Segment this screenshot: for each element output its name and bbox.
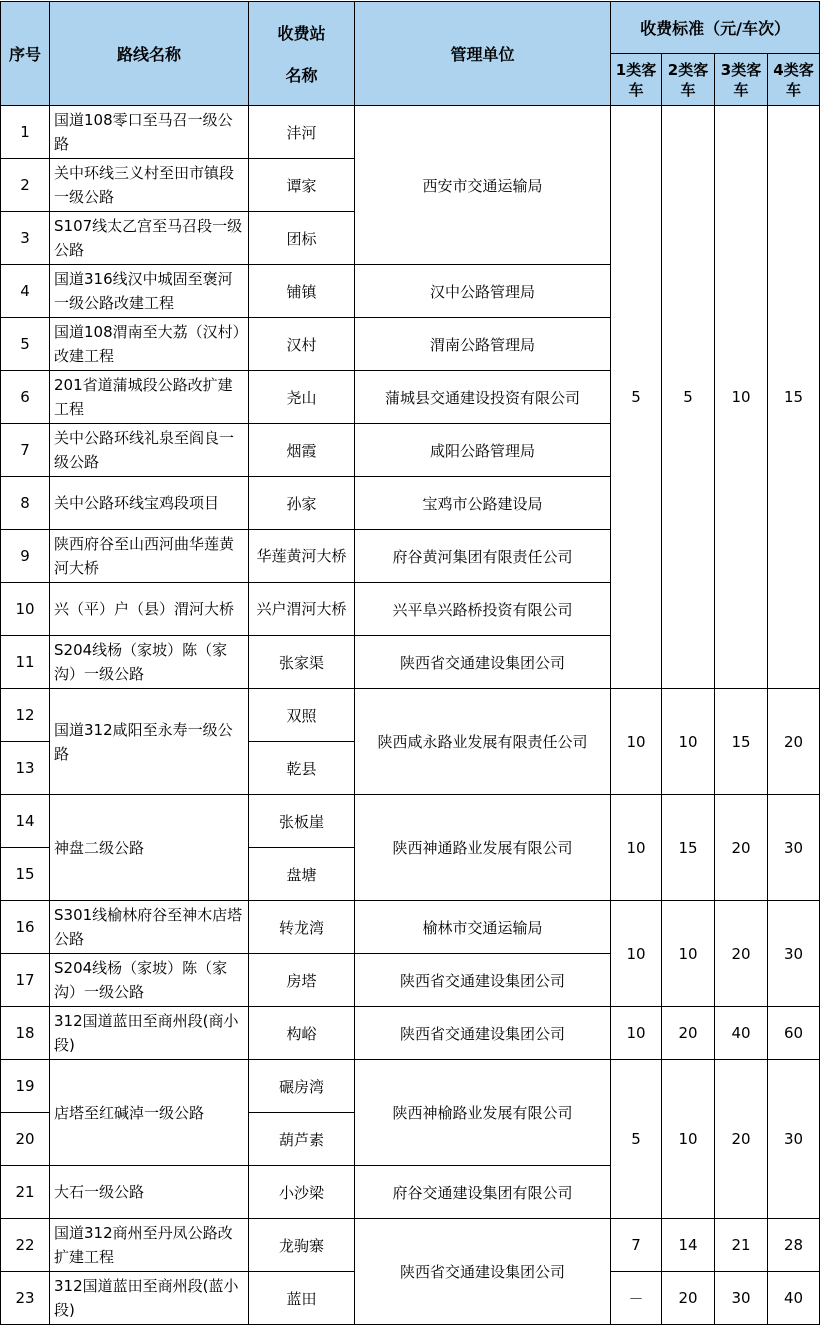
fee-class1-cell: － <box>611 1272 662 1325</box>
seq-cell: 2 <box>1 159 50 212</box>
fee-class1-cell: 5 <box>611 1060 662 1219</box>
fee-class3-cell: 20 <box>715 1060 768 1219</box>
seq-cell: 8 <box>1 477 50 530</box>
seq-cell: 1 <box>1 106 50 159</box>
fee-class3-cell: 21 <box>715 1219 768 1272</box>
seq-cell: 23 <box>1 1272 50 1325</box>
fee-class4-cell: 30 <box>768 795 820 901</box>
seq-cell: 3 <box>1 212 50 265</box>
fee-class4-cell: 28 <box>768 1219 820 1272</box>
fee-class2-cell: 20 <box>662 1272 715 1325</box>
seq-cell: 19 <box>1 1060 50 1113</box>
route-cell: S204线杨（家坡）陈（家沟）一级公路 <box>50 636 249 689</box>
route-cell: 国道316线汉中城固至褒河一级公路改建工程 <box>50 265 249 318</box>
seq-cell: 4 <box>1 265 50 318</box>
seq-cell: 10 <box>1 583 50 636</box>
seq-cell: 22 <box>1 1219 50 1272</box>
unit-cell: 宝鸡市公路建设局 <box>355 477 611 530</box>
route-cell: 国道108零口至马召一级公路 <box>50 106 249 159</box>
unit-cell: 陕西神通路业发展有限公司 <box>355 795 611 901</box>
seq-cell: 17 <box>1 954 50 1007</box>
seq-cell: 14 <box>1 795 50 848</box>
table-row <box>1 795 820 848</box>
fee-class2-cell: 5 <box>662 106 715 689</box>
fee-class1-cell: 10 <box>611 1007 662 1060</box>
station-cell: 华莲黄河大桥 <box>249 530 355 583</box>
seq-cell: 16 <box>1 901 50 954</box>
fee-class3-cell: 15 <box>715 689 768 795</box>
station-cell: 蓝田 <box>249 1272 355 1325</box>
unit-cell: 蒲城县交通建设投资有限公司 <box>355 371 611 424</box>
unit-cell: 陕西神榆路业发展有限公司 <box>355 1060 611 1166</box>
route-cell: 店塔至红碱淖一级公路 <box>50 1060 249 1166</box>
station-cell: 孙家 <box>249 477 355 530</box>
unit-cell: 陕西省交通建设集团公司 <box>355 954 611 1007</box>
station-cell: 兴户渭河大桥 <box>249 583 355 636</box>
unit-cell: 陕西省交通建设集团公司 <box>355 636 611 689</box>
fee-class3-cell: 10 <box>715 106 768 689</box>
station-cell: 谭家 <box>249 159 355 212</box>
fee-class2-cell: 10 <box>662 689 715 795</box>
route-cell: 312国道蓝田至商州段(蓝小段) <box>50 1272 249 1325</box>
fee-class2-cell: 20 <box>662 1007 715 1060</box>
route-cell: 201省道蒲城段公路改扩建工程 <box>50 371 249 424</box>
station-cell: 尧山 <box>249 371 355 424</box>
station-header: 收费站 名称 <box>249 2 355 106</box>
route-cell: 国道108渭南至大荔（汉村）改建工程 <box>50 318 249 371</box>
class1-header: 1类客车 <box>611 54 662 106</box>
fee-class2-cell: 14 <box>662 1219 715 1272</box>
toll-standards-table <box>0 1 820 1325</box>
fee-class4-cell: 20 <box>768 689 820 795</box>
fee-class3-cell: 40 <box>715 1007 768 1060</box>
fee-class2-cell: 10 <box>662 901 715 1007</box>
station-cell: 铺镇 <box>249 265 355 318</box>
route-cell: 关中环线三义村至田市镇段一级公路 <box>50 159 249 212</box>
route-cell: S107线太乙宫至马召段一级公路 <box>50 212 249 265</box>
seq-cell: 12 <box>1 689 50 742</box>
route-cell: 国道312商州至丹凤公路改扩建工程 <box>50 1219 249 1272</box>
fee-class1-cell: 7 <box>611 1219 662 1272</box>
unit-cell: 渭南公路管理局 <box>355 318 611 371</box>
station-cell: 沣河 <box>249 106 355 159</box>
seq-cell: 7 <box>1 424 50 477</box>
fee-class1-cell: 10 <box>611 795 662 901</box>
table-row <box>1 1219 820 1272</box>
fee-class4-cell: 30 <box>768 901 820 1007</box>
station-cell: 碾房湾 <box>249 1060 355 1113</box>
route-cell: 关中公路环线宝鸡段项目 <box>50 477 249 530</box>
station-cell: 烟霞 <box>249 424 355 477</box>
seq-cell: 5 <box>1 318 50 371</box>
seq-cell: 15 <box>1 848 50 901</box>
fee-class4-cell: 40 <box>768 1272 820 1325</box>
class3-header: 3类客车 <box>715 54 768 106</box>
unit-cell: 府谷黄河集团有限责任公司 <box>355 530 611 583</box>
route-cell: 大石一级公路 <box>50 1166 249 1219</box>
station-cell: 龙驹寨 <box>249 1219 355 1272</box>
table-row <box>1 901 820 954</box>
unit-cell: 兴平阜兴路桥投资有限公司 <box>355 583 611 636</box>
unit-cell: 榆林市交通运输局 <box>355 901 611 954</box>
class4-header: 4类客车 <box>768 54 820 106</box>
route-cell: 312国道蓝田至商州段(商小段) <box>50 1007 249 1060</box>
station-cell: 房塔 <box>249 954 355 1007</box>
seq-cell: 13 <box>1 742 50 795</box>
fee-class2-cell: 15 <box>662 795 715 901</box>
fee-class4-cell: 15 <box>768 106 820 689</box>
route-cell: 国道312咸阳至永寿一级公路 <box>50 689 249 795</box>
unit-cell: 陕西省交通建设集团公司 <box>355 1219 611 1325</box>
station-cell: 小沙梁 <box>249 1166 355 1219</box>
station-cell: 转龙湾 <box>249 901 355 954</box>
route-cell: S301线榆林府谷至神木店塔公路 <box>50 901 249 954</box>
fee-class3-cell: 20 <box>715 795 768 901</box>
seq-cell: 9 <box>1 530 50 583</box>
station-cell: 汉村 <box>249 318 355 371</box>
route-header: 路线名称 <box>50 2 249 106</box>
seq-cell: 18 <box>1 1007 50 1060</box>
route-cell: 神盘二级公路 <box>50 795 249 901</box>
fee-class4-cell: 60 <box>768 1007 820 1060</box>
seq-header: 序号 <box>1 2 50 106</box>
table-row <box>1 1060 820 1113</box>
station-cell: 双照 <box>249 689 355 742</box>
header-row <box>1 2 820 54</box>
station-cell: 盘塘 <box>249 848 355 901</box>
class2-header: 2类客车 <box>662 54 715 106</box>
fee-class4-cell: 30 <box>768 1060 820 1219</box>
seq-cell: 11 <box>1 636 50 689</box>
unit-header: 管理单位 <box>355 2 611 106</box>
route-cell: 兴（平）户（县）渭河大桥 <box>50 583 249 636</box>
fee-class1-cell: 10 <box>611 901 662 1007</box>
table-row <box>1 689 820 742</box>
route-cell: 关中公路环线礼泉至阎良一级公路 <box>50 424 249 477</box>
route-cell: S204线杨（家坡）陈（家沟）一级公路 <box>50 954 249 1007</box>
fee-header: 收费标准（元/车次） <box>611 2 820 54</box>
seq-cell: 21 <box>1 1166 50 1219</box>
fee-class1-cell: 5 <box>611 106 662 689</box>
station-cell: 张板崖 <box>249 795 355 848</box>
seq-cell: 6 <box>1 371 50 424</box>
fee-class3-cell: 20 <box>715 901 768 1007</box>
unit-cell: 汉中公路管理局 <box>355 265 611 318</box>
table-row <box>1 1007 820 1060</box>
table-row <box>1 106 820 159</box>
route-cell: 陕西府谷至山西河曲华莲黄河大桥 <box>50 530 249 583</box>
station-cell: 团标 <box>249 212 355 265</box>
station-cell: 乾县 <box>249 742 355 795</box>
fee-class3-cell: 30 <box>715 1272 768 1325</box>
station-cell: 构峪 <box>249 1007 355 1060</box>
fee-class2-cell: 10 <box>662 1060 715 1219</box>
fee-class1-cell: 10 <box>611 689 662 795</box>
station-cell: 张家渠 <box>249 636 355 689</box>
unit-cell: 府谷交通建设集团有限公司 <box>355 1166 611 1219</box>
station-cell: 葫芦素 <box>249 1113 355 1166</box>
unit-cell: 陕西省交通建设集团公司 <box>355 1007 611 1060</box>
unit-cell: 咸阳公路管理局 <box>355 424 611 477</box>
unit-cell: 陕西咸永路业发展有限责任公司 <box>355 689 611 795</box>
unit-cell: 西安市交通运输局 <box>355 106 611 265</box>
seq-cell: 20 <box>1 1113 50 1166</box>
